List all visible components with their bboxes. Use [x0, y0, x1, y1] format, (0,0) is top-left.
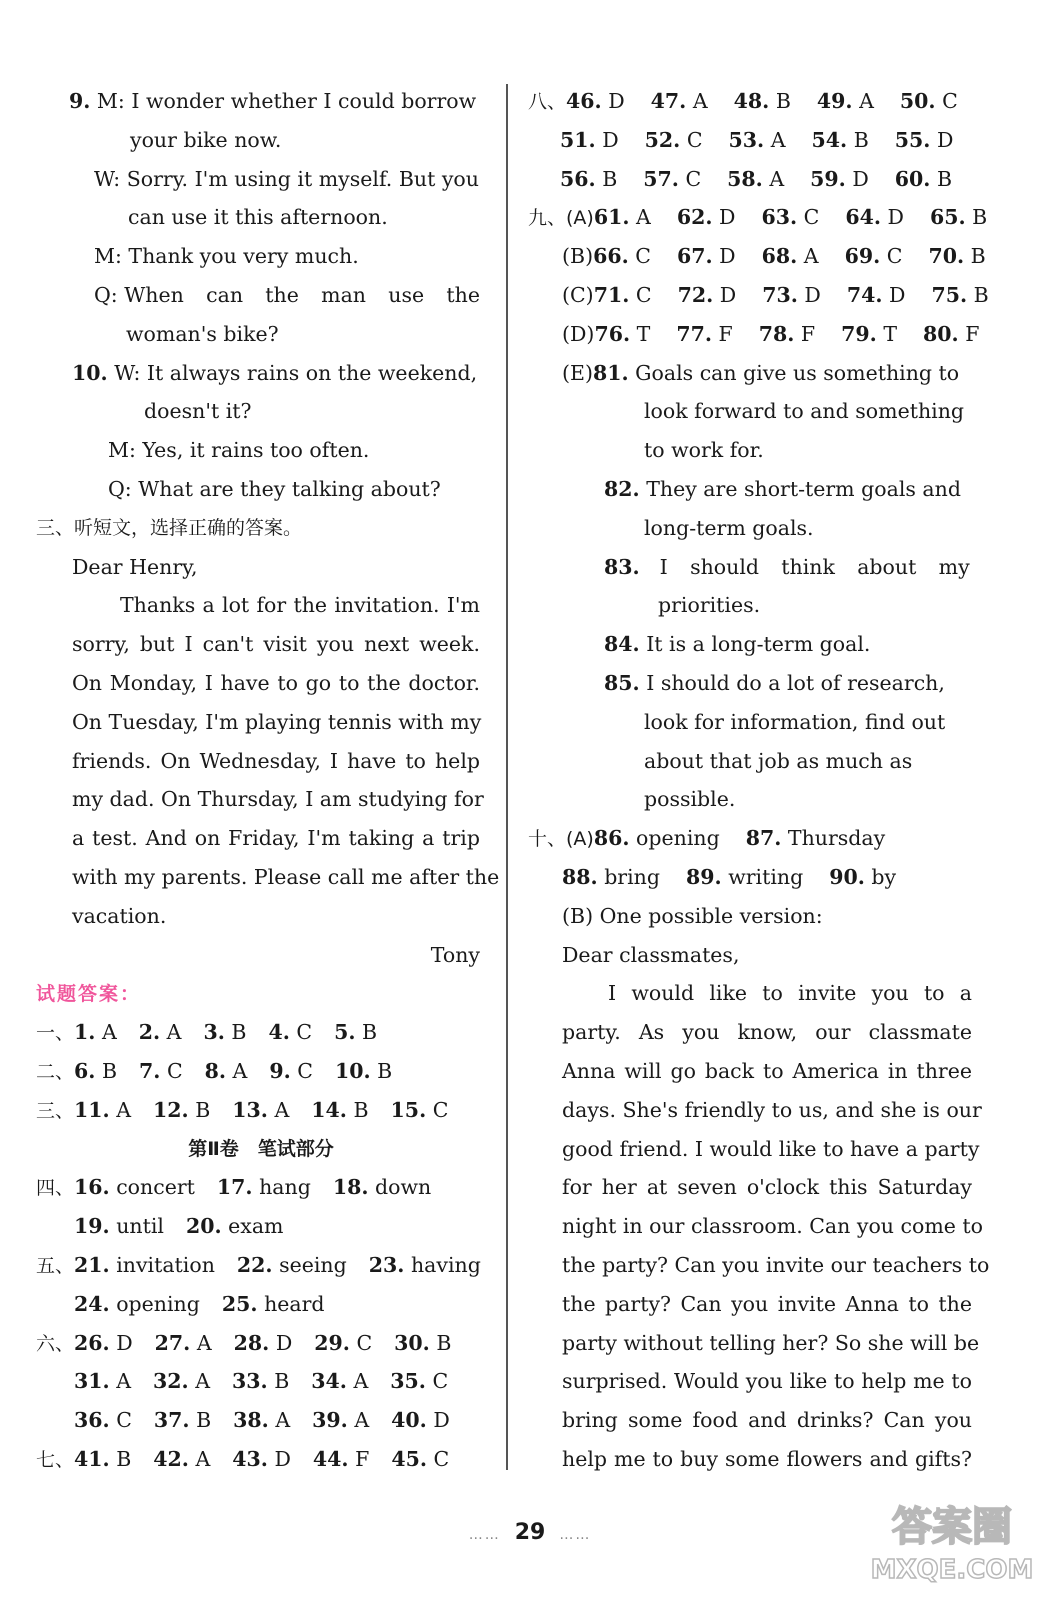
dialogue-line: Q: When can the man use the — [94, 282, 480, 307]
answer-row-56-60: 56. B 57. C 58. A 59. D 60. B — [560, 166, 953, 191]
essay-line: good friend. I would like to have a party — [562, 1136, 980, 1161]
answer-row-71-75: (C)71. C 72. D 73. D 74. D 75. B — [562, 282, 989, 307]
answer-84: 84. It is a long-term goal. — [604, 632, 871, 657]
column-divider — [506, 84, 508, 1470]
essay-line: night in our classroom. Can you come to — [562, 1214, 983, 1239]
essay-line: the party? Can you invite our teachers to — [562, 1252, 990, 1277]
answer-row-41-45: 七、41. B 42. A 43. D 44. F 45. C — [36, 1446, 450, 1471]
right-column — [528, 78, 990, 1475]
essay-line: Anna will go back to America in three — [562, 1058, 972, 1083]
essay-line: party without telling her? So she will be — [562, 1330, 980, 1355]
essay-line: party. As you know, our classmate — [562, 1020, 972, 1045]
answer-row-31-35: 31. A 32. A 33. B 34. A 35. C — [74, 1369, 449, 1394]
essay-line: I would like to invite you to a — [608, 981, 972, 1006]
letter-line: a test. And on Friday, I'm taking a trip — [72, 826, 480, 851]
answer-row-51-55: 51. D 52. C 53. A 54. B 55. D — [560, 127, 954, 152]
answer-heading: 试题答案： — [36, 983, 142, 1006]
letter-salutation: Dear Henry, — [72, 554, 198, 579]
essay-line: days. She's friendly to us, and she is our — [562, 1097, 982, 1122]
answer-83: 83. I should think about my — [604, 554, 970, 579]
answer-row-66-70: (B)66. C 67. D 68. A 69. C 70. B — [562, 244, 986, 269]
dialogue-line: W: Sorry. I'm using it myself. But you — [94, 166, 479, 191]
answer-81-cont: look forward to and something — [644, 399, 965, 424]
dialogue-line: your bike now. — [130, 127, 282, 152]
letter-line: vacation. — [72, 903, 167, 928]
answer-83-cont: priorities. — [658, 593, 761, 618]
answer-row-26-30: 六、26. D 27. A 28. D 29. C 30. B — [36, 1330, 452, 1355]
answer-row-46-50: 八、46. D 47. A 48. B 49. A 50. C — [528, 89, 958, 113]
essay-line: surprised. Would you like to help me to — [562, 1369, 972, 1394]
answer-row-36-40: 36. C 37. B 38. A 39. A 40. D — [74, 1408, 450, 1433]
section-heading: 三、听短文，选择正确的答案。 — [36, 516, 303, 539]
dialogue-line: M: Thank you very much. — [94, 244, 359, 269]
left-column — [36, 78, 500, 1475]
dialogue-line: 9. M: I wonder whether I could borrow — [69, 89, 477, 113]
answer-row-61-65: 九、(A)61. A 62. D 63. C 64. D 65. B — [528, 205, 988, 230]
answer-82-cont: long-term goals. — [644, 515, 814, 540]
dialogue-line: woman's bike? — [126, 321, 279, 346]
answer-row-76-80: (D)76. T 77. F 78. F 79. T 80. F — [562, 321, 980, 346]
watermark-text-cn: 答案圈 — [892, 1504, 1012, 1550]
watermark-text-url: MXQE.COM — [870, 1555, 1034, 1585]
dialogue-line: 10. W: It always rains on the weekend, — [72, 360, 478, 385]
letter-line: with my parents. Please call me after the — [72, 864, 500, 889]
answer-row-16-18: 四、16. concert 17. hang 18. down — [36, 1175, 432, 1200]
footer-dots-left: …… — [468, 1527, 501, 1543]
essay-salutation: Dear classmates, — [562, 942, 740, 967]
dialogue-line: can use it this afternoon. — [128, 205, 388, 230]
essay-line: bring some food and drinks? Can you — [562, 1408, 972, 1433]
watermark-logo — [868, 1488, 1036, 1588]
letter-line: On Monday, I have to go to the doctor. — [72, 670, 480, 695]
answer-row-11-15: 三、11. A 12. B 13. A 14. B 15. C — [36, 1097, 449, 1122]
dialogue-line: M: Yes, it rains too often. — [108, 438, 370, 463]
answer-row-88-90: 88. bring 89. writing 90. by — [562, 864, 897, 889]
footer-dots-right: …… — [559, 1527, 592, 1543]
answer-row-21-23: 五、21. invitation 22. seeing 23. having — [36, 1252, 481, 1277]
answer-81-cont: to work for. — [644, 438, 764, 463]
part-title: 第Ⅱ卷 笔试部分 — [188, 1137, 334, 1160]
letter-line: friends. On Wednesday, I have to help — [72, 748, 480, 773]
dialogue-line: Q: What are they talking about? — [108, 476, 441, 501]
letter-signature: Tony — [430, 942, 480, 967]
answer-85-cont: look for information, find out — [644, 709, 946, 734]
answer-row-19-20: 19. until 20. exam — [74, 1214, 284, 1239]
version-note: (B) One possible version: — [562, 903, 823, 928]
letter-line: sorry, but I can't visit you next week. — [72, 632, 480, 657]
answer-81: (E)81. Goals can give us something to — [562, 360, 960, 385]
essay-line: the party? Can you invite Anna to the — [562, 1291, 972, 1316]
dialogue-line: doesn't it? — [144, 399, 252, 424]
letter-line: Thanks a lot for the invitation. I'm — [120, 593, 480, 618]
answer-row-24-25: 24. opening 25. heard — [74, 1291, 325, 1316]
essay-line: help me to buy some flowers and gifts? — [562, 1446, 972, 1471]
letter-line: On Tuesday, I'm playing tennis with my — [72, 709, 482, 734]
letter-line: my dad. On Thursday, I am studying for — [72, 787, 484, 812]
answer-85-cont: about that job as much as — [644, 748, 913, 773]
answer-82: 82. They are short-term goals and — [604, 476, 961, 501]
essay-line: for her at seven o'clock this Saturday — [562, 1175, 972, 1200]
answer-85-cont: possible. — [644, 787, 736, 812]
answer-row-1-5: 一、1. A 2. A 3. B 4. C 5. B — [36, 1020, 378, 1045]
answer-row-6-10: 二、6. B 7. C 8. A 9. C 10. B — [36, 1058, 393, 1083]
answer-85: 85. I should do a lot of research, — [604, 670, 945, 695]
page-number: 29 — [514, 1520, 546, 1545]
answer-row-86-87: 十、(A)86. opening 87. Thursday — [528, 826, 886, 851]
